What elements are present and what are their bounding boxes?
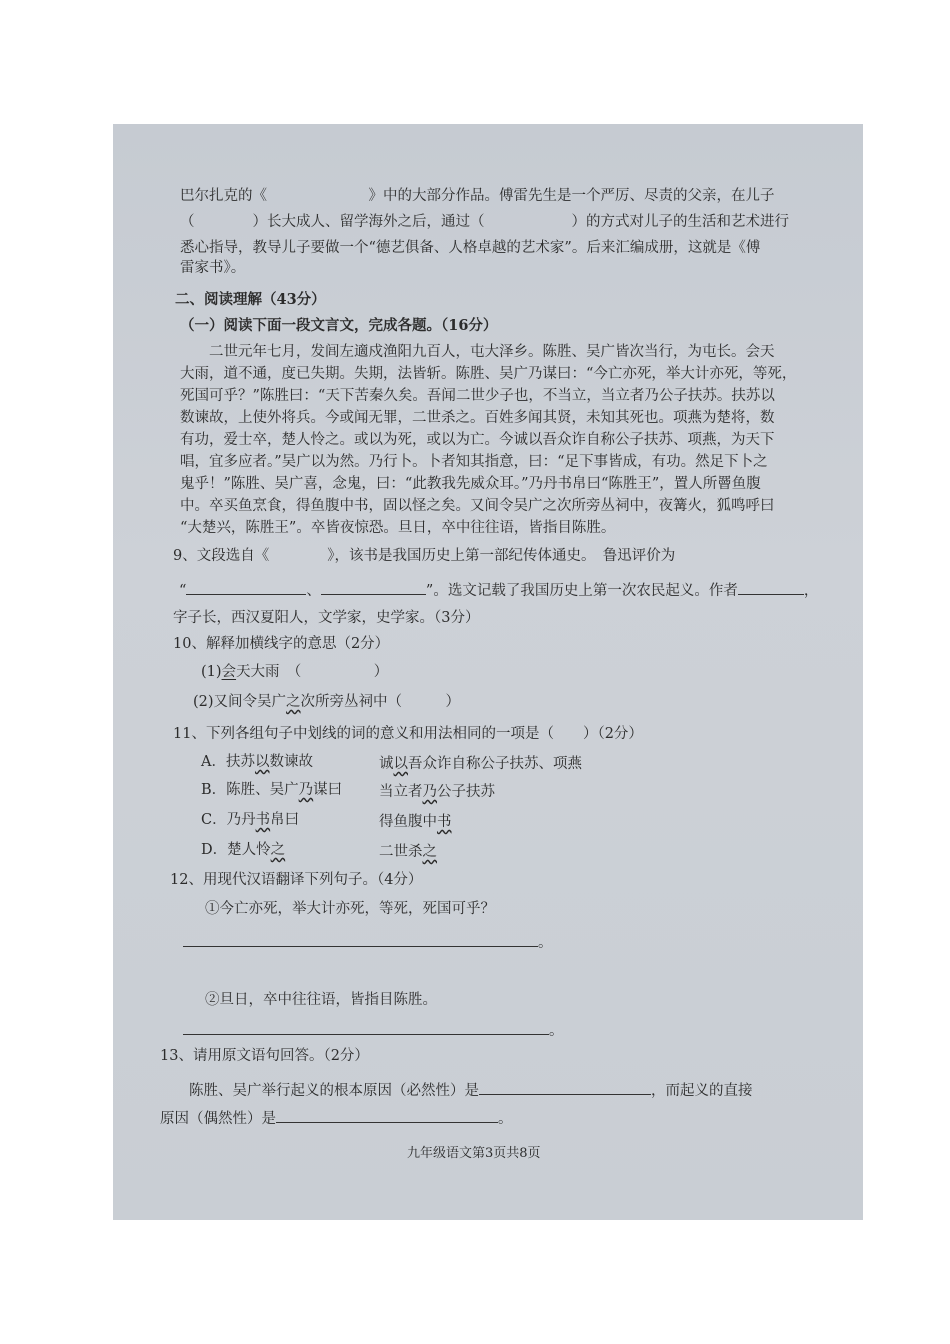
question-9-blanks: “ 、 ”。选文记载了我国历史上第一次农民起义。作者 ， bbox=[179, 580, 818, 601]
question-12: 12、用现代汉语翻译下列句子。（4分） bbox=[170, 872, 423, 888]
question-9: 9、文段选自《 》，该书是我国历史上第一部纪传体通史。 鲁迅评价为 bbox=[173, 548, 676, 564]
separator: 、 bbox=[306, 583, 321, 599]
section-heading: 二、阅读理解（43分） bbox=[175, 291, 326, 308]
option-c-right: 得鱼腹中书 bbox=[379, 814, 452, 830]
answer-line[interactable] bbox=[183, 1020, 549, 1035]
text-line: 悉心指导，教导儿子要做一个“德艺俱备、人格卓越的艺术家”。后来汇编成册，这就是《傅 bbox=[180, 240, 761, 256]
question-9-text: ”。选文记载了我国历史上第一次农民起义。作者 bbox=[425, 583, 738, 599]
option-d-left: D．楚人怜之 bbox=[201, 842, 286, 858]
question-12-1: ①今亡亦死，举大计亦死，等死，死国可乎？ bbox=[205, 901, 495, 917]
page-footer: 九年级语文第3页共8页 bbox=[407, 1146, 541, 1161]
passage-line: 二世元年七月，发闾左適戍渔阳九百人，屯大泽乡。陈胜、吴广皆次当行，为屯长。会天 bbox=[209, 344, 775, 360]
question-13-line-2: 原因（偶然性）是 。 bbox=[160, 1108, 513, 1129]
underlined-char: 会 bbox=[221, 664, 237, 680]
answer-line[interactable] bbox=[183, 932, 538, 947]
answer-blank[interactable] bbox=[738, 580, 804, 595]
question-9-text: 字子长，西汉夏阳人，文学家，史学家。（3分） bbox=[173, 610, 480, 626]
passage-line: 中。卒买鱼烹食，得鱼腹中书，固以怪之矣。又间令吴广之次所旁丛祠中，夜篝火，狐鸣呼曰 bbox=[180, 498, 775, 514]
passage-line: 鬼乎！”陈胜、吴广喜，念鬼，曰：“此教我先威众耳。”乃丹书帛曰“陈胜王”，置人所罾鱼腹 bbox=[180, 476, 761, 492]
passage-line: “大楚兴，陈胜王”。卒皆夜惊恐。旦日，卒中往往语，皆指目陈胜。 bbox=[180, 520, 616, 536]
answer-blank[interactable] bbox=[186, 580, 306, 595]
passage-line: 大雨，道不通，度已失期。失期，法皆斩。陈胜、吴广乃谋曰：“今亡亦死，举大计亦死，等死， bbox=[180, 366, 797, 382]
passage-line: 有功，爱士卒，楚人怜之。或以为死，或以为亡。今诚以吾众诈自称公子扶苏、项燕，为天下 bbox=[180, 432, 775, 448]
option-d-right: 二世杀之 bbox=[379, 844, 437, 860]
passage-line: 数谏故，上使外将兵。今或闻无罪，二世杀之。百姓多闻其贤，未知其死也。项燕为楚将，数 bbox=[180, 410, 775, 426]
question-11: 11、下列各组句子中划线的词的意义和用法相同的一项是（ ）（2分） bbox=[173, 726, 643, 742]
answer-line-row: 。 bbox=[183, 1020, 564, 1041]
question-10-2: (2)又间令吴广之次所旁丛祠中（ ） bbox=[193, 694, 461, 710]
question-12-2: ②旦日，卒中往往语，皆指目陈胜。 bbox=[205, 992, 437, 1008]
question-10: 10、解释加横线字的意思（2分） bbox=[173, 636, 390, 652]
answer-blank[interactable] bbox=[276, 1108, 498, 1123]
answer-blank[interactable] bbox=[321, 580, 426, 595]
passage-line: 死国可乎？”陈胜曰：“天下苦秦久矣。吾闻二世少子也，不当立，当立者乃公子扶苏。扶苏以 bbox=[180, 388, 775, 404]
subsection-heading: （一）阅读下面一段文言文，完成各题。（16分） bbox=[180, 317, 498, 334]
option-b-left: B．陈胜、吴广乃谋曰 bbox=[201, 782, 343, 798]
option-a-left: A．扶苏以数谏故 bbox=[201, 754, 313, 770]
text-line: 巴尔扎克的《 》中的大部分作品。傅雷先生是一个严厉、尽责的父亲，在儿子 bbox=[180, 188, 775, 204]
quote-open: “ bbox=[179, 583, 187, 599]
exam-page bbox=[113, 124, 863, 1220]
question-13: 13、请用原文语句回答。（2分） bbox=[160, 1048, 369, 1064]
option-a-right: 诚以吾众诈自称公子扶苏、项燕 bbox=[379, 756, 582, 772]
option-c-left: C．乃丹书帛曰 bbox=[201, 812, 300, 828]
text-line: 雷家书》。 bbox=[180, 260, 246, 276]
question-13-line-1: 陈胜、吴广举行起义的根本原因（必然性）是 ，而起义的直接 bbox=[189, 1080, 753, 1101]
passage-line: 唱，宜多应者。”吴广以为然。乃行卜。卜者知其指意，曰：“足下事皆成，有功。然足下卜之 bbox=[180, 454, 768, 470]
question-10-1: (1)会天大雨 （ ） bbox=[201, 664, 389, 680]
answer-line-row: 。 bbox=[183, 932, 553, 953]
option-b-right: 当立者乃公子扶苏 bbox=[379, 784, 495, 800]
text-line: （ ）长大成人、留学海外之后，通过（ ）的方式对儿子的生活和艺术进行 bbox=[180, 214, 789, 230]
answer-blank[interactable] bbox=[479, 1080, 651, 1095]
underlined-char: 之 bbox=[286, 694, 301, 710]
